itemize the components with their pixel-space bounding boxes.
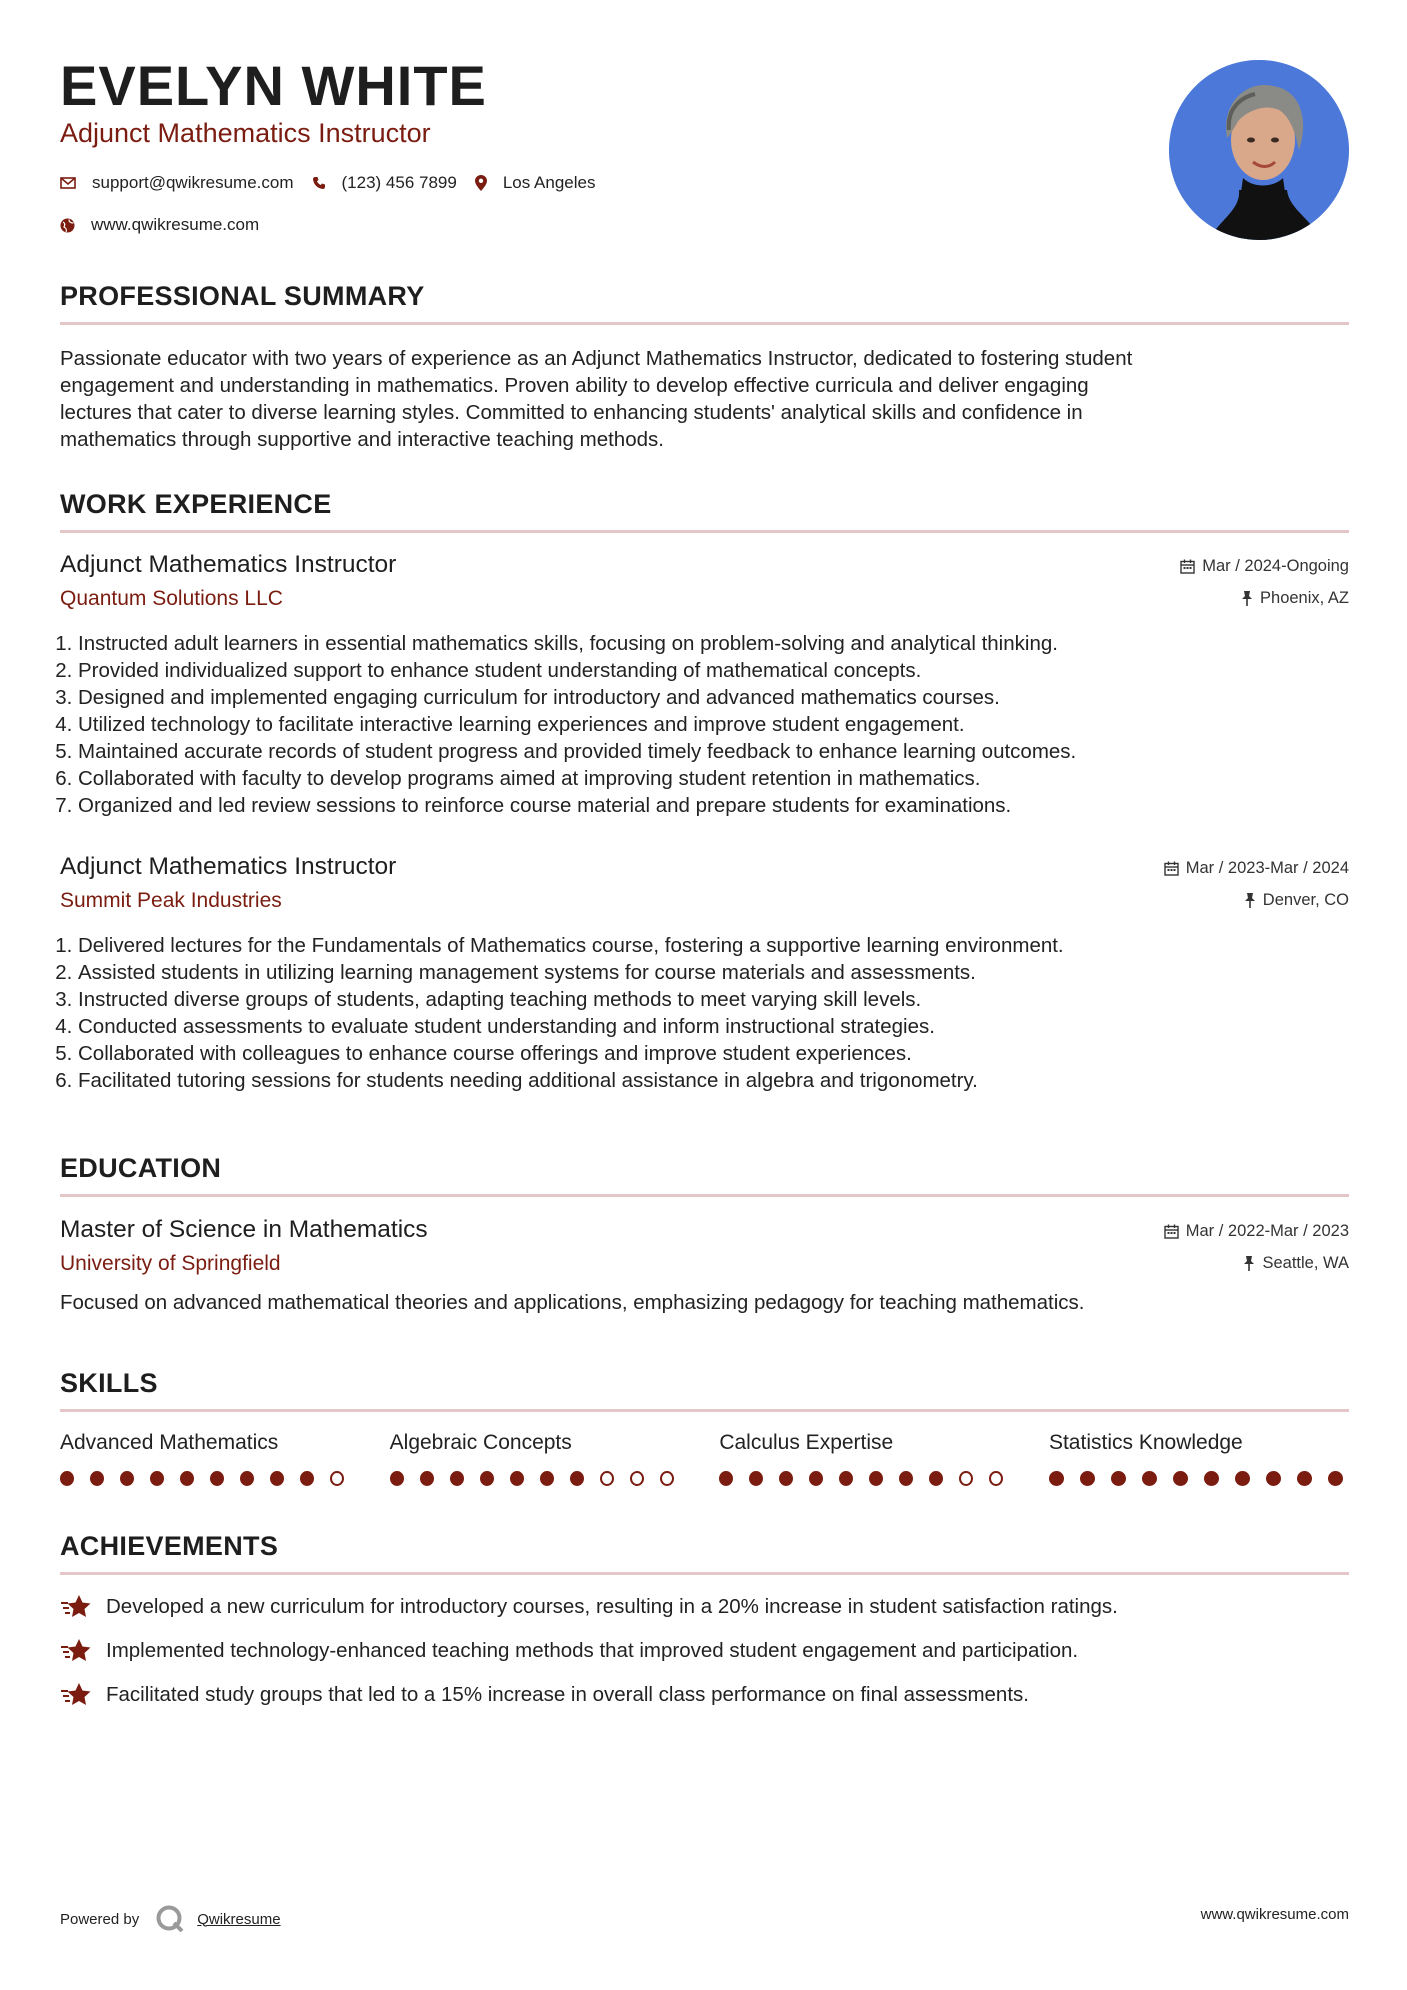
- globe-icon: [60, 218, 75, 233]
- achievements-list: [60, 1585, 1349, 1717]
- pushpin-icon: [1241, 591, 1253, 606]
- achievement-item: [60, 1585, 1349, 1629]
- portrait-illustration: [1169, 60, 1349, 240]
- skills-row: [60, 1430, 1349, 1486]
- rating-dot-filled: [839, 1471, 853, 1486]
- rating-dot-filled: [420, 1471, 434, 1486]
- job-bullet-list: [60, 630, 1349, 819]
- rating-dot-filled: [1204, 1471, 1219, 1486]
- skill-rating: [60, 1471, 360, 1486]
- contact-row: [60, 173, 613, 193]
- map-pin-icon: [475, 175, 487, 191]
- rating-dot-filled: [510, 1471, 524, 1486]
- job-location: [1244, 892, 1349, 909]
- rating-dot-filled: [1142, 1471, 1157, 1486]
- rating-dot-empty: [600, 1471, 614, 1486]
- rating-dot-filled: [180, 1471, 194, 1486]
- job-company: Quantum Solutions LLC: [60, 587, 283, 610]
- job-title: Adjunct Mathematics Instructor: [60, 551, 397, 578]
- summary-line: engagement and understanding in mathematics. Proven ability to develop effective curricula and deliver engaging: [60, 374, 1089, 397]
- email-text: support@qwikresume.com: [92, 173, 294, 192]
- qwikresume-logo-icon: [155, 1904, 185, 1934]
- achievement-text: Facilitated study groups that led to a 15% increase in overall class performance on final assessments.: [106, 1683, 1029, 1706]
- location-text: Los Angeles: [502, 173, 596, 192]
- job-location-text: Phoenix, AZ: [1260, 589, 1349, 607]
- job-date-text: Mar / 2023-Mar / 2024: [1185, 859, 1349, 877]
- job-date-text: Mar / 2024-Ongoing: [1202, 557, 1349, 575]
- pushpin-icon: [1244, 893, 1256, 908]
- achievement-item: [60, 1629, 1349, 1673]
- rating-dot-empty: [959, 1471, 973, 1486]
- envelope-icon: [60, 177, 76, 189]
- school-name: University of Springfield: [60, 1252, 281, 1275]
- rating-dot-filled: [1049, 1471, 1064, 1486]
- contact-email[interactable]: [60, 173, 294, 193]
- powered-by: [60, 1904, 281, 1934]
- rating-dot-filled: [809, 1471, 823, 1486]
- rating-dot-empty: [630, 1471, 644, 1486]
- calendar-icon: [1164, 861, 1179, 876]
- job-bullet: 5. Maintained accurate records of student progress and provided timely feedback to enhance learning outcomes.: [78, 738, 1349, 765]
- rating-dot-filled: [749, 1471, 763, 1486]
- skill-item: [60, 1430, 360, 1486]
- profile-photo: [1169, 60, 1349, 240]
- contact-phone[interactable]: [312, 173, 457, 193]
- skill-name: Advanced Mathematics: [60, 1431, 279, 1454]
- achievement-text: Developed a new curriculum for introductory courses, resulting in a 20% increase in student satisfaction ratings.: [106, 1595, 1118, 1618]
- phone-text: (123) 456 7899: [341, 173, 457, 192]
- skill-rating: [719, 1471, 1019, 1486]
- section-title-skills: SKILLS: [60, 1367, 1349, 1412]
- job-bullet: 5. Collaborated with colleagues to enhance course offerings and improve student experiences.: [78, 1040, 1349, 1067]
- job-title: Adjunct Mathematics Instructor: [60, 853, 397, 880]
- job-bullet: 3. Designed and implemented engaging curriculum for introductory and advanced mathematics courses.: [78, 684, 1349, 711]
- calendar-icon: [1180, 559, 1195, 574]
- job-bullet: 1. Delivered lectures for the Fundamentals of Mathematics course, fostering a supportive learning environment.: [78, 932, 1349, 959]
- job-bullet: 4. Conducted assessments to evaluate student understanding and inform instructional strategies.: [78, 1013, 1349, 1040]
- rating-dot-filled: [1266, 1471, 1281, 1486]
- job-bullet: 1. Instructed adult learners in essential mathematics skills, focusing on problem-solving and analytical thinking.: [78, 630, 1349, 657]
- star-icon: [60, 1638, 92, 1664]
- rating-dot-filled: [719, 1471, 733, 1486]
- rating-dot-filled: [869, 1471, 883, 1486]
- contact-location: [475, 173, 596, 193]
- rating-dot-filled: [570, 1471, 584, 1486]
- phone-icon: [312, 176, 326, 190]
- rating-dot-filled: [1080, 1471, 1095, 1486]
- summary-line: lectures that cater to diverse learning styles. Committed to enhancing students' analytical skills and confidence in: [60, 401, 1083, 424]
- website-text: www.qwikresume.com: [91, 215, 260, 234]
- skill-rating: [390, 1471, 690, 1486]
- skill-item: [719, 1430, 1019, 1486]
- achievement-item: [60, 1673, 1349, 1717]
- rating-dot-filled: [240, 1471, 254, 1486]
- rating-dot-filled: [120, 1471, 134, 1486]
- rating-dot-filled: [779, 1471, 793, 1486]
- section-title-education: EDUCATION: [60, 1152, 1349, 1197]
- achievement-text: Implemented technology-enhanced teaching methods that improved student engagement and participation.: [106, 1639, 1079, 1662]
- star-icon: [60, 1682, 92, 1708]
- skill-item: [1049, 1430, 1349, 1486]
- star-icon: [60, 1594, 92, 1620]
- summary-text: [60, 345, 1349, 453]
- footer: [60, 1896, 1349, 1930]
- job-location-text: Denver, CO: [1262, 891, 1349, 909]
- rating-dot-filled: [1297, 1471, 1312, 1486]
- rating-dot-filled: [450, 1471, 464, 1486]
- candidate-name: EVELYN WHITE: [60, 54, 487, 117]
- summary-line: mathematics through supportive and interactive teaching methods.: [60, 428, 664, 451]
- job-bullet: 6. Facilitated tutoring sessions for students needing additional assistance in algebra and trigonometry.: [78, 1067, 1349, 1094]
- rating-dot-filled: [150, 1471, 164, 1486]
- summary-line: Passionate educator with two years of experience as an Adjunct Mathematics Instructor, dedicated to fostering student: [60, 347, 1133, 370]
- rating-dot-filled: [1235, 1471, 1250, 1486]
- rating-dot-filled: [390, 1471, 404, 1486]
- brand-link[interactable]: Qwikresume: [197, 1910, 281, 1928]
- job-bullet: 7. Organized and led review sessions to reinforce course material and prepare students for examinations.: [78, 792, 1349, 819]
- job-bullet: 4. Utilized technology to facilitate interactive learning experiences and improve student engagement.: [78, 711, 1349, 738]
- rating-dot-filled: [480, 1471, 494, 1486]
- website-row: [60, 215, 277, 235]
- rating-dot-filled: [210, 1471, 224, 1486]
- rating-dot-filled: [1173, 1471, 1188, 1486]
- rating-dot-empty: [330, 1471, 344, 1486]
- rating-dot-filled: [60, 1471, 74, 1486]
- job-company: Summit Peak Industries: [60, 889, 282, 912]
- skill-item: [390, 1430, 690, 1486]
- skill-name: Calculus Expertise: [719, 1431, 894, 1454]
- job-bullet: 2. Provided individualized support to enhance student understanding of mathematical concepts.: [78, 657, 1349, 684]
- calendar-icon: [1164, 1224, 1179, 1239]
- footer-website[interactable]: www.qwikresume.com: [1200, 1906, 1349, 1923]
- education-location: [1243, 1255, 1349, 1272]
- rating-dot-filled: [540, 1471, 554, 1486]
- job-bullet-list: [60, 932, 1349, 1094]
- rating-dot-filled: [929, 1471, 943, 1486]
- job-date: [1164, 860, 1349, 877]
- job-date: [1180, 558, 1349, 575]
- rating-dot-filled: [1328, 1471, 1343, 1486]
- education-date: [1164, 1223, 1349, 1240]
- job-bullet: 3. Instructed diverse groups of students, adapting teaching methods to meet varying skill levels.: [78, 986, 1349, 1013]
- education-location-text: Seattle, WA: [1262, 1254, 1349, 1272]
- job-bullet: 2. Assisted students in utilizing learning management systems for course materials and assessments.: [78, 959, 1349, 986]
- job-bullet: 6. Collaborated with faculty to develop programs aimed at improving student retention in mathematics.: [78, 765, 1349, 792]
- skill-name: Algebraic Concepts: [389, 1431, 572, 1454]
- rating-dot-filled: [1111, 1471, 1126, 1486]
- section-title-summary: PROFESSIONAL SUMMARY: [60, 280, 1349, 325]
- contact-website[interactable]: [60, 215, 259, 235]
- rating-dot-filled: [90, 1471, 104, 1486]
- skill-rating: [1049, 1471, 1349, 1486]
- pushpin-icon: [1243, 1256, 1255, 1271]
- education-date-text: Mar / 2022-Mar / 2023: [1185, 1222, 1349, 1240]
- education-description: Focused on advanced mathematical theories and applications, emphasizing pedagogy for teaching mathematics.: [60, 1291, 1085, 1314]
- candidate-role: Adjunct Mathematics Instructor: [60, 118, 431, 148]
- skill-name: Statistics Knowledge: [1048, 1431, 1243, 1454]
- rating-dot-filled: [300, 1471, 314, 1486]
- degree-title: Master of Science in Mathematics: [60, 1216, 428, 1243]
- rating-dot-empty: [989, 1471, 1003, 1486]
- powered-by-label: Powered by: [60, 1910, 140, 1928]
- rating-dot-filled: [270, 1471, 284, 1486]
- section-title-work: WORK EXPERIENCE: [60, 488, 1349, 533]
- rating-dot-empty: [660, 1471, 674, 1486]
- job-location: [1241, 590, 1349, 607]
- section-title-achievements: ACHIEVEMENTS: [60, 1530, 1349, 1575]
- rating-dot-filled: [899, 1471, 913, 1486]
